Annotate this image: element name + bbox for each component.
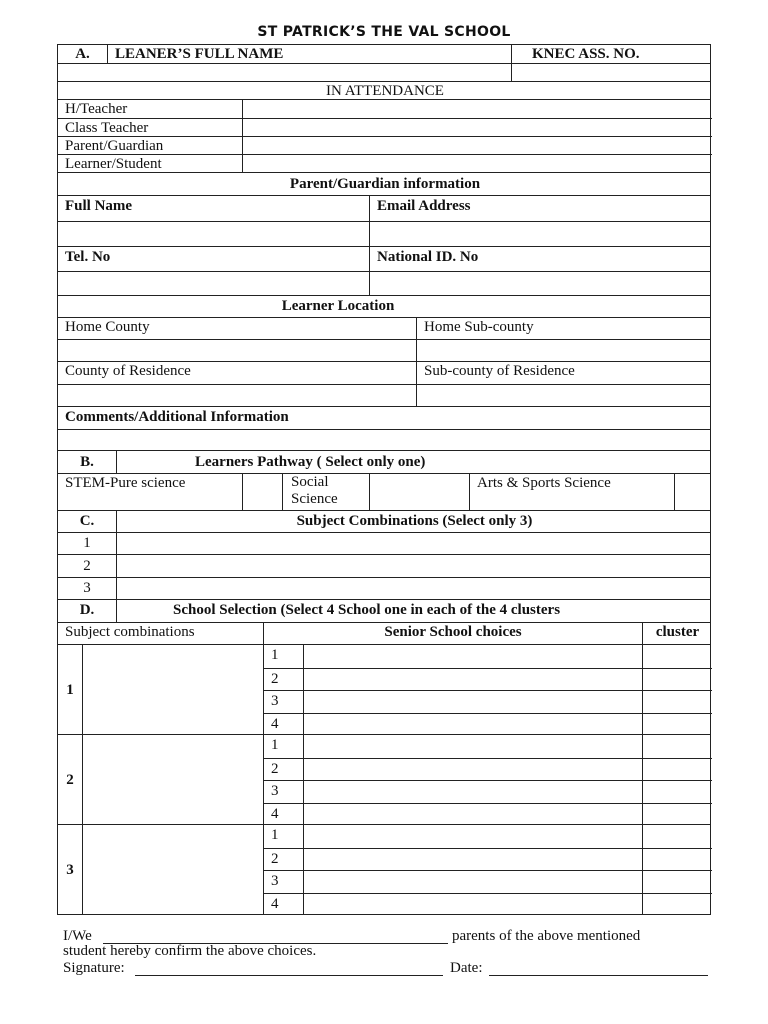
page-title: ST PATRICK’S THE VAL SCHOOL bbox=[257, 24, 511, 40]
school-choice-number: 4 bbox=[264, 713, 303, 734]
attendance-row-label: Learner/Student bbox=[58, 154, 242, 172]
school-choice-number: 2 bbox=[264, 668, 303, 690]
signature-line[interactable] bbox=[135, 961, 443, 976]
section-d-letter: D. bbox=[79, 602, 95, 618]
school-choice-field[interactable] bbox=[304, 713, 642, 734]
section-d-header bbox=[57, 600, 711, 623]
section-c-letter: C. bbox=[79, 513, 95, 529]
cluster-fields bbox=[642, 645, 712, 734]
subcounty-residence-field[interactable] bbox=[416, 385, 712, 406]
subject-combination-field[interactable] bbox=[116, 555, 712, 577]
school-choice-field[interactable] bbox=[304, 668, 642, 690]
school-choice-field[interactable] bbox=[304, 735, 642, 758]
cluster-field[interactable] bbox=[643, 803, 712, 824]
subject-combination-number: 3 bbox=[83, 580, 91, 596]
school-group-number: 2 bbox=[66, 772, 74, 788]
location-row-2 bbox=[57, 362, 711, 385]
location-row-1 bbox=[57, 318, 711, 340]
pathway-options bbox=[57, 474, 711, 511]
learner-name-input-row bbox=[57, 64, 711, 82]
school-choice-fields bbox=[303, 825, 642, 914]
date-line[interactable] bbox=[489, 961, 708, 976]
school-table-header bbox=[57, 623, 711, 645]
date-label: Date: bbox=[450, 960, 483, 976]
school-choice-fields bbox=[303, 645, 642, 734]
subject-combination-number: 1 bbox=[83, 535, 91, 551]
national-id-label: National ID. No bbox=[369, 247, 712, 271]
section-a-letter: A. bbox=[75, 46, 90, 62]
full-name-label: Full Name bbox=[65, 198, 133, 214]
school-choice-field[interactable] bbox=[304, 848, 642, 870]
school-choice-field[interactable] bbox=[304, 803, 642, 824]
section-c-heading: Subject Combinations (Select only 3) bbox=[116, 511, 712, 532]
learner-name-field[interactable] bbox=[58, 64, 511, 81]
school-group-subjects-field[interactable] bbox=[82, 645, 263, 734]
attendance-header bbox=[57, 82, 711, 100]
guardian-row-1-fields bbox=[57, 222, 711, 247]
attendance-row-label: Parent/Guardian bbox=[58, 136, 242, 154]
home-county-field[interactable] bbox=[58, 340, 416, 361]
full-name-field[interactable] bbox=[58, 222, 369, 246]
section-b-heading: Learners Pathway ( Select only one) bbox=[116, 451, 712, 473]
school-group-subjects-field[interactable] bbox=[82, 735, 263, 824]
cluster-field[interactable] bbox=[643, 645, 712, 668]
pathway-arts-checkbox[interactable] bbox=[674, 474, 712, 510]
comments-heading: Comments/Additional Information bbox=[65, 409, 289, 425]
cluster-col-label: cluster bbox=[642, 623, 712, 644]
location-header bbox=[57, 296, 711, 318]
parents-text: parents of the above mentioned bbox=[452, 928, 641, 944]
pathway-social-checkbox[interactable] bbox=[369, 474, 469, 510]
email-field[interactable] bbox=[369, 222, 712, 246]
admission-form bbox=[57, 44, 711, 915]
guardian-heading: Parent/Guardian information bbox=[289, 176, 481, 192]
cluster-field[interactable] bbox=[643, 780, 712, 803]
school-choice-numbers bbox=[263, 645, 303, 734]
subject-combination-row bbox=[57, 555, 711, 578]
cluster-field[interactable] bbox=[643, 668, 712, 690]
school-choice-number: 1 bbox=[271, 827, 279, 843]
school-choice-number: 1 bbox=[271, 737, 279, 753]
confirm-text: student hereby confirm the above choices. bbox=[63, 943, 317, 959]
learner-name-label: LEANER’S FULL NAME bbox=[107, 45, 511, 63]
pathway-stem-checkbox[interactable] bbox=[242, 474, 282, 510]
cluster-field[interactable] bbox=[643, 870, 712, 893]
section-b-letter: B. bbox=[80, 454, 94, 470]
school-group bbox=[57, 825, 711, 915]
section-a-header bbox=[57, 44, 711, 64]
school-choice-field[interactable] bbox=[304, 690, 642, 713]
location-heading: Learner Location bbox=[281, 298, 395, 314]
senior-school-choices-col-label: Senior School choices bbox=[263, 623, 642, 644]
school-choice-number: 3 bbox=[264, 870, 303, 893]
knec-label: KNEC ASS. NO. bbox=[511, 45, 712, 63]
school-choice-field[interactable] bbox=[304, 758, 642, 780]
subcounty-residence-label: Sub-county of Residence bbox=[416, 362, 712, 384]
school-choice-field[interactable] bbox=[304, 780, 642, 803]
attendance-labels bbox=[58, 100, 242, 172]
cluster-field[interactable] bbox=[643, 758, 712, 780]
attendance-fields bbox=[242, 100, 712, 172]
comments-header bbox=[57, 407, 711, 430]
school-choice-number: 1 bbox=[271, 647, 279, 663]
guardian-header bbox=[57, 173, 711, 196]
school-choice-field[interactable] bbox=[304, 825, 642, 848]
section-d-heading: School Selection (Select 4 School one in each of the 4 clusters bbox=[116, 600, 712, 622]
county-residence-label: County of Residence bbox=[65, 363, 191, 379]
pathway-arts-label: Arts & Sports Science bbox=[469, 474, 674, 510]
tel-label: Tel. No bbox=[65, 249, 111, 265]
iwe-label: I/We bbox=[63, 928, 92, 944]
cluster-field[interactable] bbox=[643, 893, 712, 914]
cluster-field[interactable] bbox=[643, 735, 712, 758]
attendance-field[interactable] bbox=[243, 118, 712, 136]
national-id-field[interactable] bbox=[369, 272, 712, 295]
cluster-field[interactable] bbox=[643, 690, 712, 713]
school-choice-number: 3 bbox=[264, 690, 303, 713]
school-choice-numbers bbox=[263, 825, 303, 914]
school-choice-field[interactable] bbox=[304, 870, 642, 893]
attendance-row-label: H/Teacher bbox=[65, 101, 128, 117]
email-label: Email Address bbox=[369, 196, 712, 221]
parent-names-line[interactable] bbox=[103, 929, 448, 944]
subject-combinations-col-label: Subject combinations bbox=[65, 624, 195, 640]
home-subcounty-field[interactable] bbox=[416, 340, 712, 361]
attendance-field[interactable] bbox=[243, 136, 712, 154]
section-c-header bbox=[57, 511, 711, 533]
attendance-field[interactable] bbox=[243, 154, 712, 172]
subject-combination-field[interactable] bbox=[116, 578, 712, 599]
guardian-row-2 bbox=[57, 247, 711, 272]
school-group-number: 1 bbox=[66, 682, 74, 698]
subject-combination-row bbox=[57, 578, 711, 600]
cluster-fields bbox=[642, 825, 712, 914]
cluster-field[interactable] bbox=[643, 713, 712, 734]
knec-number-field[interactable] bbox=[511, 64, 712, 81]
home-subcounty-label: Home Sub-county bbox=[416, 318, 712, 339]
school-choice-number: 4 bbox=[264, 803, 303, 824]
guardian-row-1 bbox=[57, 196, 711, 222]
school-choice-field[interactable] bbox=[304, 645, 642, 668]
attendance-heading: IN ATTENDANCE bbox=[326, 83, 444, 99]
school-group bbox=[57, 645, 711, 735]
attendance-row-label: Class Teacher bbox=[58, 118, 242, 136]
attendance-table bbox=[57, 100, 711, 173]
subject-combination-number: 2 bbox=[83, 558, 91, 574]
school-choice-numbers bbox=[263, 735, 303, 824]
location-row-1-fields bbox=[57, 340, 711, 362]
school-choice-field[interactable] bbox=[304, 893, 642, 914]
subject-combination-field[interactable] bbox=[116, 533, 712, 554]
cluster-field[interactable] bbox=[643, 848, 712, 870]
school-group-subjects-field[interactable] bbox=[82, 825, 263, 914]
comments-field[interactable] bbox=[57, 430, 711, 451]
county-residence-field[interactable] bbox=[58, 385, 416, 406]
cluster-field[interactable] bbox=[643, 825, 712, 848]
pathway-social-label: Social Science bbox=[282, 474, 369, 510]
school-choice-number: 4 bbox=[264, 893, 303, 914]
pathway-stem-label: STEM-Pure science bbox=[65, 475, 186, 491]
location-row-2-fields bbox=[57, 385, 711, 407]
school-group bbox=[57, 735, 711, 825]
tel-field[interactable] bbox=[58, 272, 369, 295]
subject-combination-row bbox=[57, 533, 711, 555]
attendance-field[interactable] bbox=[243, 100, 712, 118]
signature-label: Signature: bbox=[63, 960, 125, 976]
school-group-number: 3 bbox=[66, 862, 74, 878]
school-choice-number: 2 bbox=[264, 848, 303, 870]
home-county-label: Home County bbox=[65, 319, 150, 335]
guardian-row-2-fields bbox=[57, 272, 711, 296]
cluster-fields bbox=[642, 735, 712, 824]
school-choice-fields bbox=[303, 735, 642, 824]
school-choice-number: 2 bbox=[264, 758, 303, 780]
school-choice-number: 3 bbox=[264, 780, 303, 803]
section-b-header bbox=[57, 451, 711, 474]
